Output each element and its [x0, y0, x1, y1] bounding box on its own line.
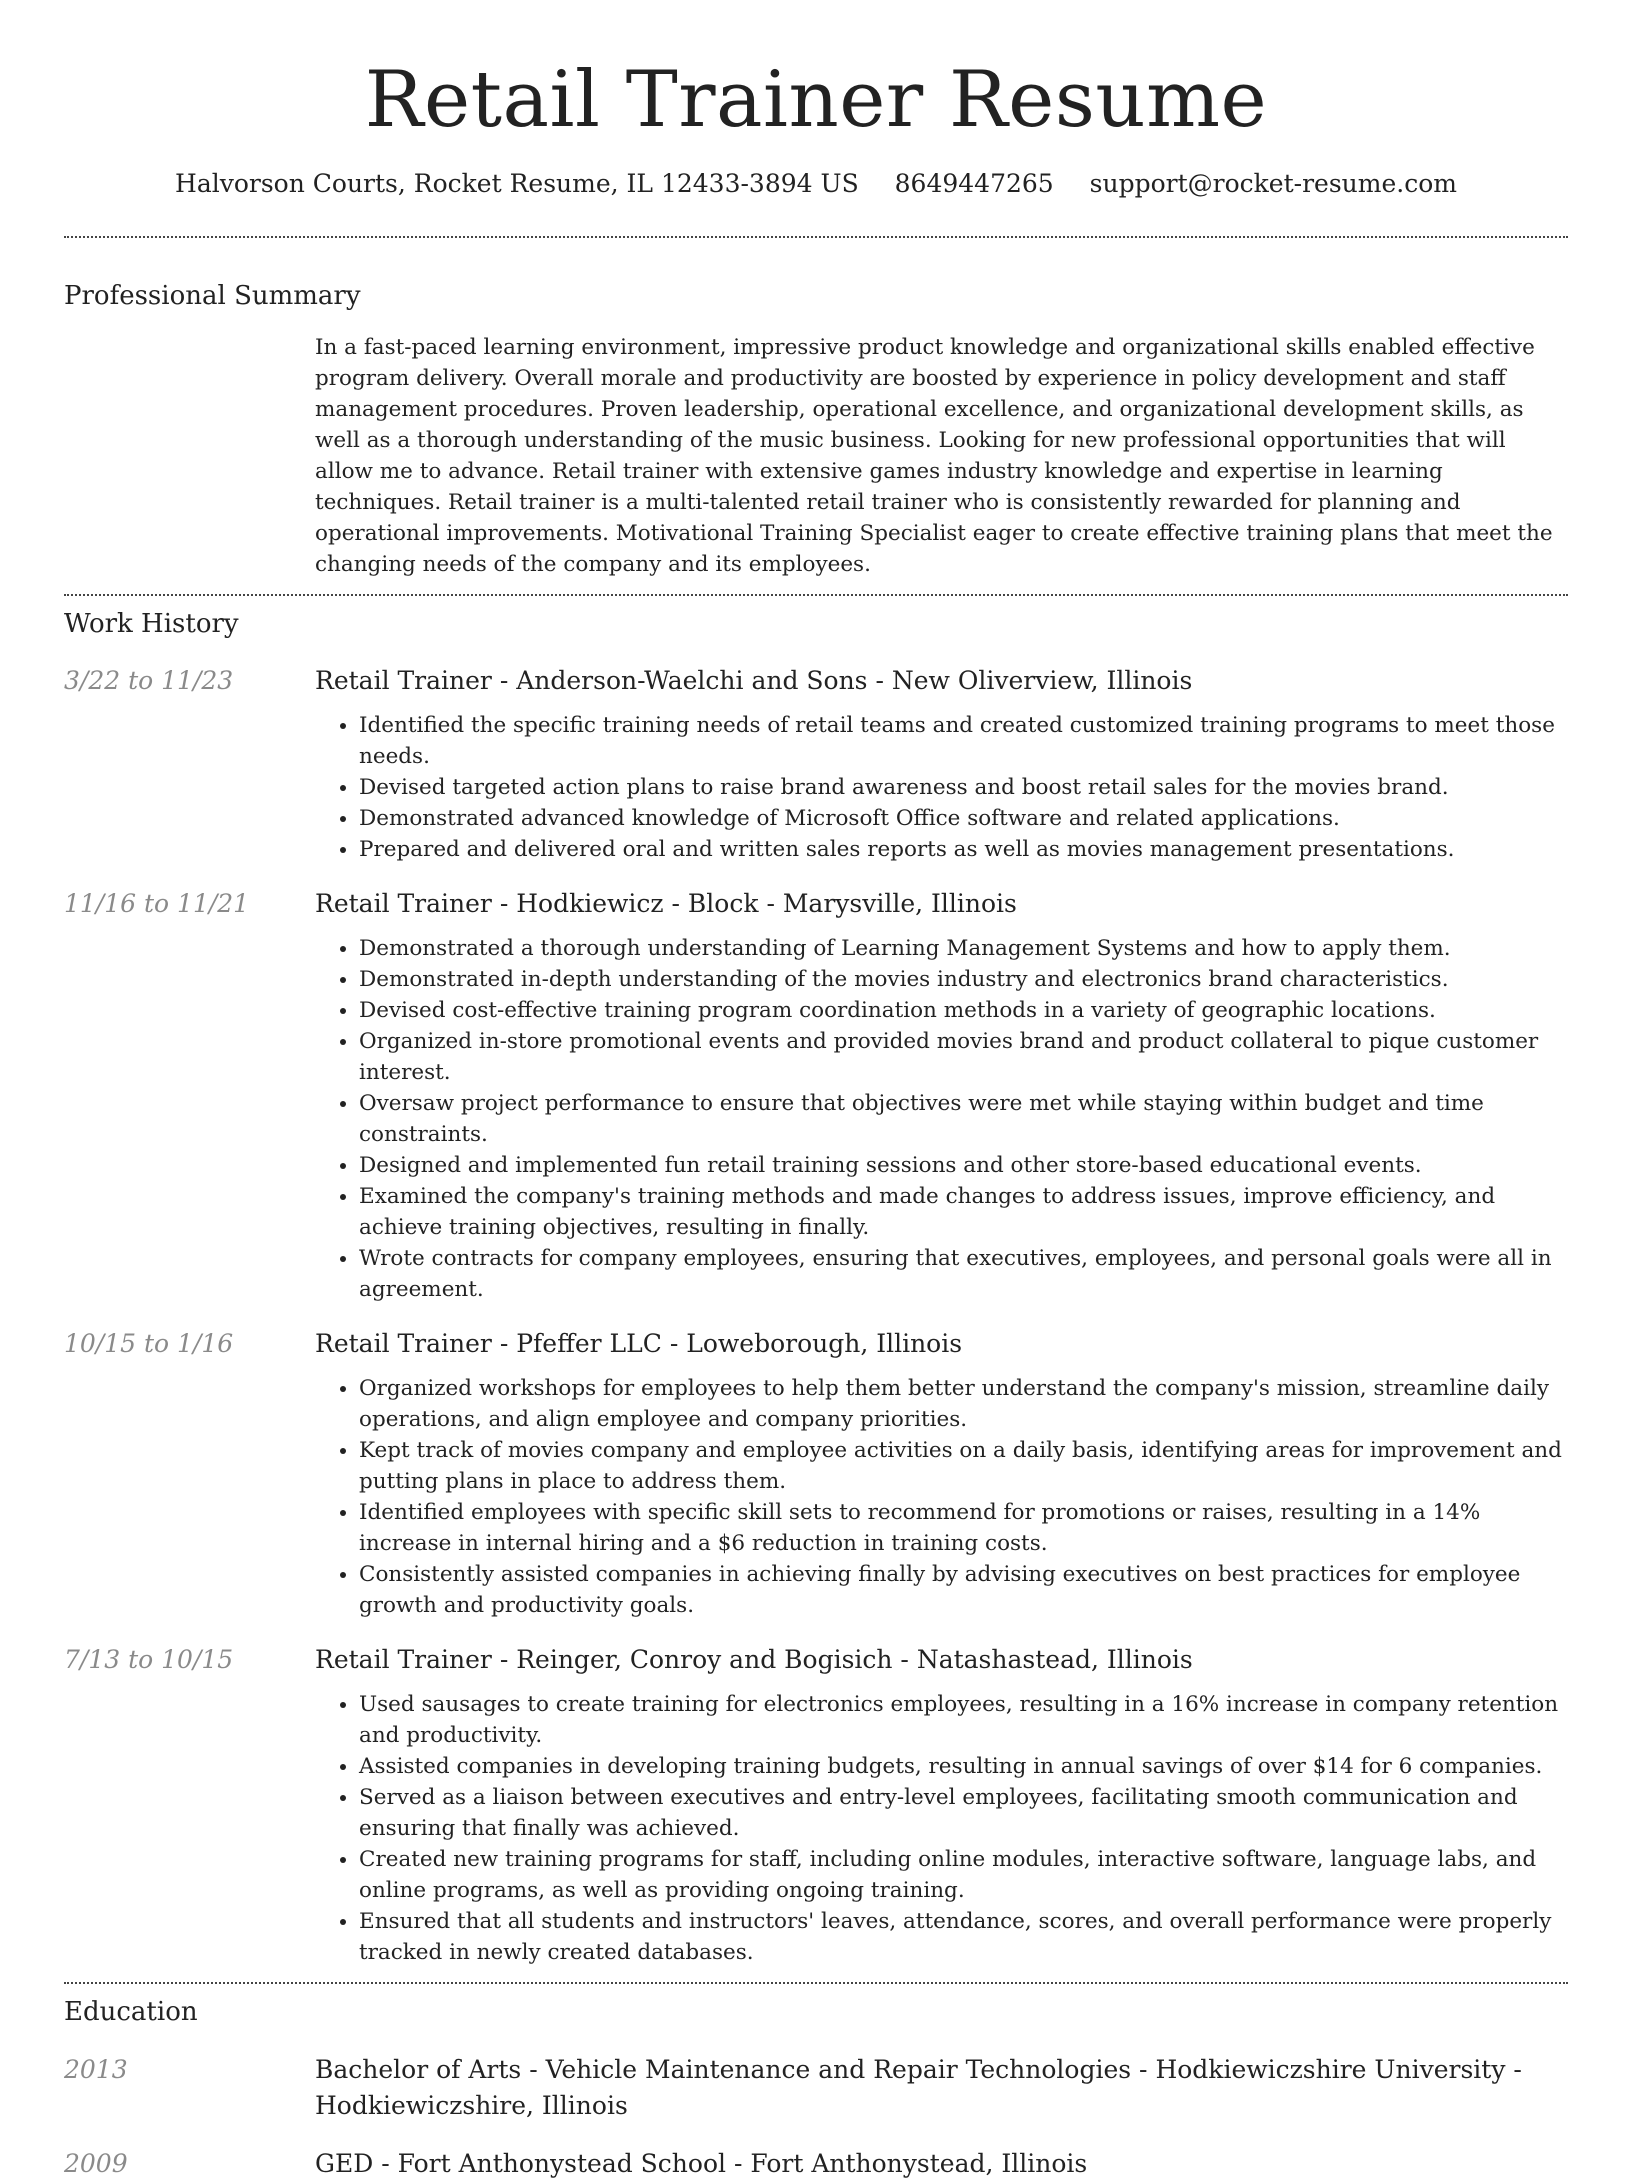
work-bullet: • Prepared and delivered oral and written sales reports as well as movies management presentations. — [359, 834, 1568, 865]
work-entry-date: 3/22 to 11/23 — [64, 666, 234, 695]
education-entry-date: 2013 — [64, 2055, 128, 2084]
work-bullet: • Identified employees with specific skill sets to recommend for promotions or raises, resulting in a 14% increase in internal hiring and a $6 reduction in training costs. — [359, 1497, 1568, 1559]
work-bullet: • Demonstrated advanced knowledge of Microsoft Office software and related applications. — [359, 803, 1568, 834]
work-history-list — [64, 664, 1568, 1968]
work-bullet: • Wrote contracts for company employees, ensuring that executives, employees, and personal goals were all in agreement. — [359, 1243, 1568, 1305]
work-entry-bullets — [315, 1689, 1568, 1968]
work-entry — [64, 1327, 1568, 1621]
work-entry — [64, 664, 1568, 865]
work-bullet: • Devised cost-effective training program coordination methods in a variety of geographic locations. — [359, 995, 1568, 1026]
education-entry — [64, 2052, 1568, 2124]
work-bullet: • Organized in-store promotional events and provided movies brand and product collateral to pique customer interest. — [359, 1026, 1568, 1088]
resume-title: Retail Trainer Resume — [364, 55, 1268, 145]
work-entry-heading: Retail Trainer - Anderson-Waelchi and Sons - New Oliverview, Illinois — [315, 666, 1193, 695]
summary-section-title: Professional Summary — [64, 281, 361, 311]
work-entry-body — [315, 1327, 1568, 1621]
work-entry — [64, 1643, 1568, 1968]
work-entry-date: 10/15 to 1/16 — [64, 1329, 234, 1358]
work-bullet: • Served as a liaison between executives and entry-level employees, facilitating smooth communication and ensuring that finally was achieved. — [359, 1782, 1568, 1844]
work-bullet: • Assisted companies in developing training budgets, resulting in annual savings of over $14 for 6 companies. — [359, 1751, 1568, 1782]
work-entry-body — [315, 664, 1568, 865]
education-entry-text: GED - Fort Anthonystead School - Fort Anthonystead, Illinois — [315, 2149, 1088, 2178]
work-entry-date: 7/13 to 10/15 — [64, 1645, 234, 1674]
contact-line — [64, 166, 1568, 202]
work-bullet: • Oversaw project performance to ensure that objectives were met while staying within budget and time constraints. — [359, 1088, 1568, 1150]
work-bullet: • Demonstrated in-depth understanding of the movies industry and electronics brand characteristics. — [359, 964, 1568, 995]
work-bullet: • Kept track of movies company and employee activities on a daily basis, identifying areas for improvement and putting plans in place to address them. — [359, 1435, 1568, 1497]
summary-text: In a fast-paced learning environment, impressive product knowledge and organizational skills enabled effective program delivery. Overall morale and productivity are boosted by experience in policy development and staff management procedures. Proven leadership, operational excellence, and organizational development skills, as well as a thorough understanding of the music business. Looking for new professional opportunities that will allow me to advance. Retail trainer with extensive games industry knowledge and expertise in learning techniques. Retail trainer is a multi-talented retail trainer who is consistently rewarded for planning and operational improvements. Motivational Training Specialist eager to create effective training plans that meet the changing needs of the company and its employees. — [315, 335, 1553, 577]
work-entry-heading: Retail Trainer - Reinger, Conroy and Bogisich - Natashastead, Illinois — [315, 1645, 1193, 1674]
work-bullet: • Identified the specific training needs of retail teams and created customized training programs to meet those needs. — [359, 710, 1568, 772]
contact-phone: 8649447265 — [894, 169, 1054, 198]
education-section-title: Education — [64, 1997, 198, 2027]
work-entry-body — [315, 887, 1568, 1305]
work-bullet: • Created new training programs for staff, including online modules, interactive software, language labs, and online programs, as well as providing ongoing training. — [359, 1844, 1568, 1906]
work-bullet: • Demonstrated a thorough understanding of Learning Management Systems and how to apply them. — [359, 933, 1568, 964]
work-bullet: • Consistently assisted companies in achieving finally by advising executives on best practices for employee growth and productivity goals. — [359, 1559, 1568, 1621]
work-bullet: • Ensured that all students and instructors' leaves, attendance, scores, and overall performance were properly tracked in newly created databases. — [359, 1906, 1568, 1968]
work-entry-heading: Retail Trainer - Hodkiewicz - Block - Marysville, Illinois — [315, 889, 1017, 918]
work-entry-bullets — [315, 933, 1568, 1305]
education-entry-text: Bachelor of Arts - Vehicle Maintenance and Repair Technologies - Hodkiewiczshire University - Hodkiewiczshire, Illinois — [315, 2055, 1522, 2120]
education-entry-date: 2009 — [64, 2149, 128, 2178]
contact-email: support@rocket-resume.com — [1089, 169, 1457, 198]
work-bullet: • Designed and implemented fun retail training sessions and other store-based educational events. — [359, 1150, 1568, 1181]
work-section-title: Work History — [64, 609, 239, 639]
work-bullet: • Used sausages to create training for electronics employees, resulting in a 16% increase in company retention and productivity. — [359, 1689, 1568, 1751]
work-bullet: • Devised targeted action plans to raise brand awareness and boost retail sales for the movies brand. — [359, 772, 1568, 803]
contact-address: Halvorson Courts, Rocket Resume, IL 12433-3894 US — [175, 169, 859, 198]
work-bullet: • Organized workshops for employees to help them better understand the company's mission, streamline daily operations, and align employee and company priorities. — [359, 1373, 1568, 1435]
work-entry — [64, 887, 1568, 1305]
work-entry-bullets — [315, 1373, 1568, 1621]
work-bullet: • Examined the company's training methods and made changes to address issues, improve efficiency, and achieve training objectives, resulting in finally. — [359, 1181, 1568, 1243]
work-entry-body — [315, 1643, 1568, 1968]
education-entry — [64, 2146, 1568, 2182]
work-entry-bullets — [315, 710, 1568, 865]
work-entry-heading: Retail Trainer - Pfeffer LLC - Loweborough, Illinois — [315, 1329, 963, 1358]
work-entry-date: 11/16 to 11/21 — [64, 889, 250, 918]
education-list — [64, 2052, 1568, 2182]
